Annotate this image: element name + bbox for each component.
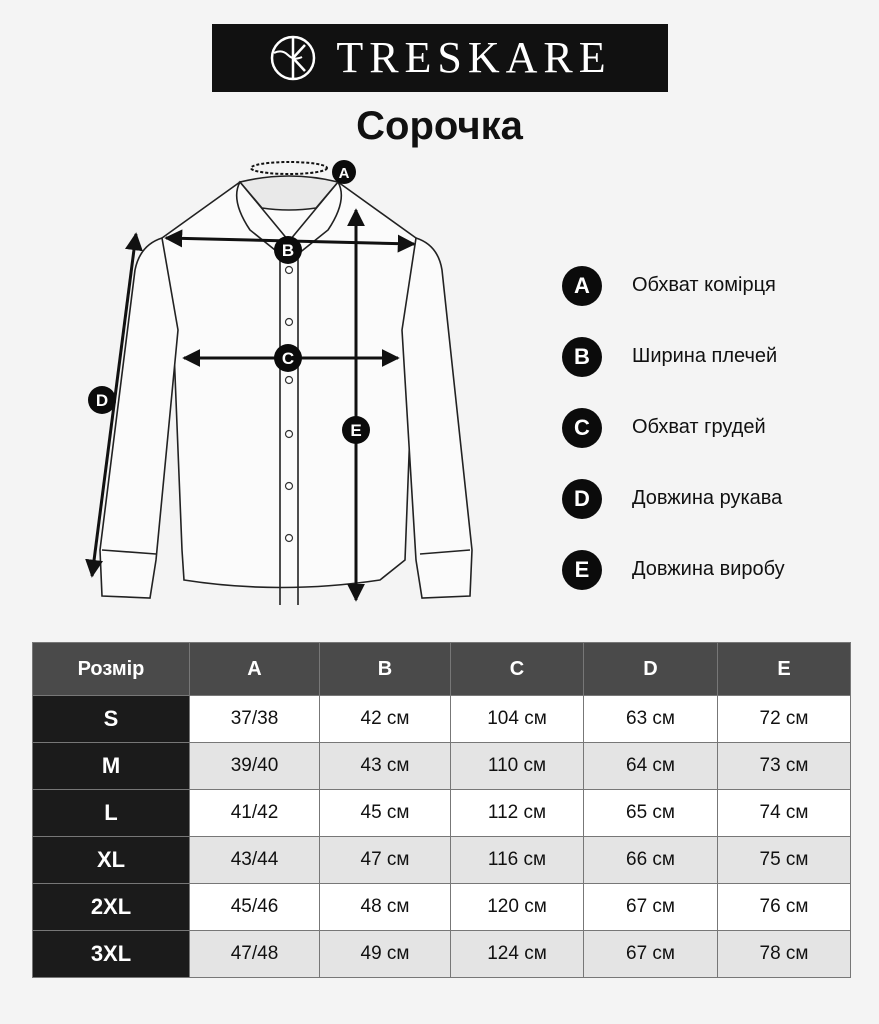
legend-item-c — [562, 392, 862, 463]
table-cell: 76 см — [718, 884, 851, 931]
svg-text:B: B — [281, 241, 295, 260]
legend-badge: B — [562, 337, 602, 377]
table-row — [33, 884, 851, 931]
table-cell: 66 см — [584, 837, 718, 884]
table-row — [33, 696, 851, 743]
size-label: M — [33, 743, 190, 790]
column-header-a: A — [190, 643, 320, 696]
legend-item-e — [562, 534, 862, 605]
table-cell: 47/48 — [190, 931, 320, 978]
diagram-label-d — [88, 386, 116, 414]
table-cell: 67 см — [584, 884, 718, 931]
legend-label: Обхват грудей — [632, 416, 766, 438]
table-cell: 78 см — [718, 931, 851, 978]
size-label: XL — [33, 837, 190, 884]
table-row — [33, 837, 851, 884]
legend-item-a — [562, 250, 862, 321]
table-cell: 63 см — [584, 696, 718, 743]
diagram-label-e — [342, 416, 370, 444]
table-cell: 72 см — [718, 696, 851, 743]
table-cell: 116 см — [451, 837, 584, 884]
table-cell: 74 см — [718, 790, 851, 837]
sk-monogram-icon — [268, 33, 318, 83]
svg-text:E: E — [350, 421, 362, 440]
table-cell: 64 см — [584, 743, 718, 790]
legend-label: Довжина виробу — [632, 558, 785, 580]
size-table — [32, 642, 851, 978]
size-label: L — [33, 790, 190, 837]
table-cell: 47 см — [320, 837, 451, 884]
table-cell: 67 см — [584, 931, 718, 978]
table-cell: 43/44 — [190, 837, 320, 884]
svg-text:C: C — [281, 349, 295, 368]
table-row — [33, 931, 851, 978]
table-cell: 65 см — [584, 790, 718, 837]
table-cell: 42 см — [320, 696, 451, 743]
table-cell: 45/46 — [190, 884, 320, 931]
column-header-size: Розмір — [33, 643, 190, 696]
legend-label: Довжина рукава — [632, 487, 783, 509]
table-cell: 75 см — [718, 837, 851, 884]
legend-item-b — [562, 321, 862, 392]
diagram-label-c — [274, 344, 302, 372]
table-cell: 39/40 — [190, 743, 320, 790]
page-title: Сорочка — [356, 104, 523, 148]
table-row — [33, 790, 851, 837]
table-cell: 124 см — [451, 931, 584, 978]
column-header-d: D — [584, 643, 718, 696]
column-header-c: C — [451, 643, 584, 696]
table-cell: 48 см — [320, 884, 451, 931]
table-cell: 120 см — [451, 884, 584, 931]
svg-text:D: D — [95, 391, 109, 410]
diagram-label-a — [332, 160, 356, 184]
brand-banner — [212, 24, 668, 92]
size-label: 3XL — [33, 931, 190, 978]
column-header-b: B — [320, 643, 451, 696]
diagram-label-b — [274, 236, 302, 264]
size-label: S — [33, 696, 190, 743]
table-cell: 112 см — [451, 790, 584, 837]
legend-badge: C — [562, 408, 602, 448]
table-cell: 45 см — [320, 790, 451, 837]
legend-badge: E — [562, 550, 602, 590]
legend-badge: D — [562, 479, 602, 519]
table-row — [33, 743, 851, 790]
table-cell: 73 см — [718, 743, 851, 790]
legend-label: Обхват комірця — [632, 274, 776, 296]
table-header-row — [33, 643, 851, 696]
measurement-legend — [562, 250, 862, 605]
brand-name: TRESKARE — [336, 33, 612, 82]
size-label: 2XL — [33, 884, 190, 931]
column-header-e: E — [718, 643, 851, 696]
table-cell: 104 см — [451, 696, 584, 743]
table-cell: 37/38 — [190, 696, 320, 743]
table-cell: 49 см — [320, 931, 451, 978]
legend-item-d — [562, 463, 862, 534]
table-cell: 41/42 — [190, 790, 320, 837]
legend-badge: A — [562, 266, 602, 306]
legend-label: Ширина плечей — [632, 345, 778, 367]
table-cell: 110 см — [451, 743, 584, 790]
table-cell: 43 см — [320, 743, 451, 790]
shirt-diagram — [80, 150, 500, 620]
svg-text:A: A — [338, 165, 350, 182]
